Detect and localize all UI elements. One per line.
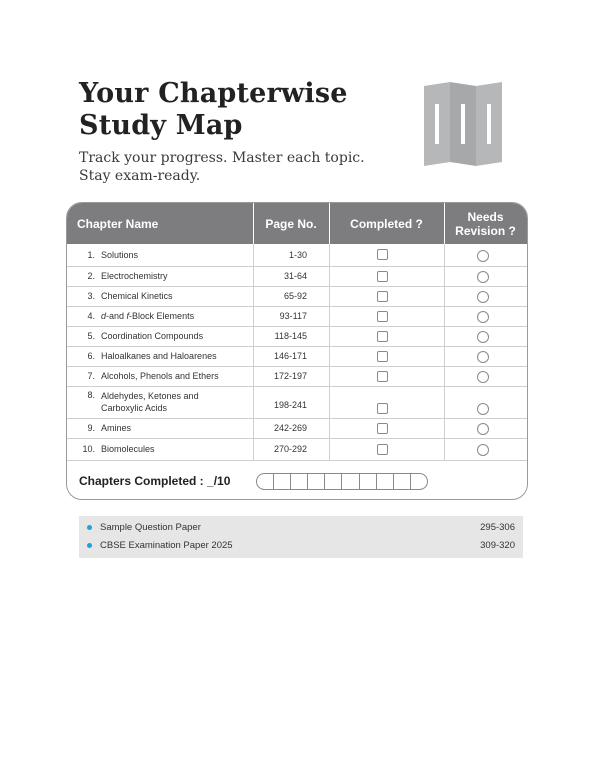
chapters-completed-label: Chapters Completed : _/10: [79, 474, 231, 488]
needs-revision-radio[interactable]: [477, 311, 489, 323]
list-item: [79, 520, 523, 538]
chapter-name-rest: -Block Elements: [129, 311, 195, 321]
completed-checkbox[interactable]: [377, 249, 388, 260]
chapter-name-cell: [67, 326, 253, 346]
needs-revision-radio[interactable]: [477, 351, 489, 363]
chapter-name-cell: [67, 286, 253, 306]
header-needs-revision-line-1: Needs: [467, 209, 504, 224]
table-header: [67, 203, 527, 244]
chapter-name-cell: [67, 306, 253, 326]
chapter-number: 1.: [87, 250, 95, 260]
page-range: 242-269: [273, 423, 307, 433]
tracker-segment[interactable]: [308, 474, 325, 489]
chapter-name-cell: [67, 266, 253, 286]
header-chapter-name: Chapter Name: [77, 216, 159, 231]
tracker-segment[interactable]: [274, 474, 291, 489]
paper-pages: 309-320: [480, 540, 515, 551]
chapters-completed-tracker[interactable]: [256, 473, 428, 490]
chapter-name-cell: [67, 346, 253, 366]
table-row: [67, 306, 527, 327]
needs-revision-radio[interactable]: [477, 271, 489, 283]
practice-papers-box: [79, 516, 523, 558]
list-item: [79, 538, 523, 556]
chapter-name: Electrochemistry: [101, 271, 168, 281]
page-subtitle: [79, 149, 365, 185]
completed-checkbox[interactable]: [377, 423, 388, 434]
needs-revision-radio[interactable]: [477, 291, 489, 303]
map-icon: [424, 82, 502, 166]
header-divider: [329, 203, 330, 244]
chapter-name-f-italic: f: [126, 311, 130, 321]
header-divider: [253, 203, 254, 244]
page-title-line-1: Your Chapterwise: [79, 78, 348, 109]
chapter-name: Chemical Kinetics: [101, 291, 173, 301]
needs-revision-radio[interactable]: [477, 371, 489, 383]
chapter-number: 4.: [87, 311, 95, 321]
tracker-segment[interactable]: [291, 474, 308, 489]
chapter-name: Haloalkanes and Haloarenes: [101, 351, 217, 361]
chapter-number: 3.: [87, 291, 95, 301]
chapter-name-line-1: Aldehydes, Ketones and: [101, 391, 199, 401]
chapter-name: Coordination Compounds: [101, 331, 204, 341]
chapter-name: Alcohols, Phenols and Ethers: [101, 371, 219, 381]
header-needs-revision-line-2: Revision ?: [455, 223, 516, 238]
page-range: 65-92: [283, 291, 307, 301]
tracker-segment[interactable]: [342, 474, 359, 489]
chapter-number: 7.: [87, 371, 95, 381]
header-divider: [444, 203, 445, 244]
table-row: [67, 266, 527, 287]
tracker-segment[interactable]: [411, 474, 427, 489]
paper-label: Sample Question Paper: [100, 522, 201, 533]
table-row: [67, 244, 527, 267]
chapter-name: Biomolecules: [101, 444, 155, 454]
paper-label: CBSE Examination Paper 2025: [100, 540, 233, 551]
tracker-segment[interactable]: [394, 474, 411, 489]
chapter-name-cell: [67, 418, 253, 438]
completed-checkbox[interactable]: [377, 444, 388, 455]
chapter-number: 9.: [87, 423, 95, 433]
chapter-name-cell: [67, 366, 253, 386]
header-completed: Completed ?: [350, 216, 423, 231]
table-row: [67, 438, 527, 461]
page-range: 31-64: [283, 271, 307, 281]
chapter-name-line-2: Carboxylic Acids: [101, 403, 168, 413]
completed-checkbox[interactable]: [377, 371, 388, 382]
tracker-segment[interactable]: [257, 474, 274, 489]
chapter-name: Amines: [101, 423, 132, 433]
table-row: [67, 346, 527, 367]
needs-revision-radio[interactable]: [477, 403, 489, 415]
chapter-number: 6.: [87, 351, 95, 361]
completed-checkbox[interactable]: [377, 331, 388, 342]
completed-checkbox[interactable]: [377, 403, 388, 414]
chapter-name-cell: [67, 244, 253, 266]
page-range: 172-197: [273, 371, 307, 381]
paper-pages: 295-306: [480, 522, 515, 533]
chapter-number: 5.: [87, 331, 95, 341]
bullet-icon: [87, 525, 92, 530]
chapter-number: 10.: [82, 444, 95, 454]
completed-checkbox[interactable]: [377, 351, 388, 362]
tracker-segment[interactable]: [325, 474, 342, 489]
bullet-icon: [87, 543, 92, 548]
needs-revision-radio[interactable]: [477, 250, 489, 262]
page-range: 198-241: [273, 400, 307, 410]
header-page-no: Page No.: [265, 216, 317, 231]
page-title: [79, 78, 348, 142]
needs-revision-radio[interactable]: [477, 423, 489, 435]
page-range: 93-117: [279, 311, 307, 321]
table-row: [67, 286, 527, 307]
completed-checkbox[interactable]: [377, 291, 388, 302]
tracker-segment[interactable]: [360, 474, 377, 489]
chapter-name-cell: [67, 438, 253, 460]
chapter-name: Solutions: [101, 250, 139, 260]
chapter-name-cell: [67, 386, 253, 418]
study-map-table: [66, 202, 528, 500]
page-subtitle-line-2: Stay exam-ready.: [79, 168, 201, 184]
page-subtitle-line-1: Track your progress. Master each topic.: [79, 150, 365, 166]
chapter-name-and: -and: [106, 311, 127, 321]
page-title-line-2: Study Map: [79, 110, 243, 141]
tracker-segment[interactable]: [377, 474, 394, 489]
page-range: 146-171: [273, 351, 307, 361]
completed-checkbox[interactable]: [377, 311, 388, 322]
page-range: 270-292: [273, 444, 307, 454]
table-row: [67, 386, 527, 419]
table-row: [67, 366, 527, 387]
header-needs-revision: [444, 203, 527, 244]
needs-revision-radio[interactable]: [477, 444, 489, 456]
chapter-number: 8.: [87, 390, 95, 400]
chapter-name-d-italic: d: [101, 311, 107, 321]
chapter-number: 2.: [87, 271, 95, 281]
table-row: [67, 418, 527, 439]
needs-revision-radio[interactable]: [477, 331, 489, 343]
page-range: 1-30: [288, 250, 307, 260]
table-row: [67, 326, 527, 347]
page-range: 118-145: [274, 331, 307, 341]
completed-checkbox[interactable]: [377, 271, 388, 282]
